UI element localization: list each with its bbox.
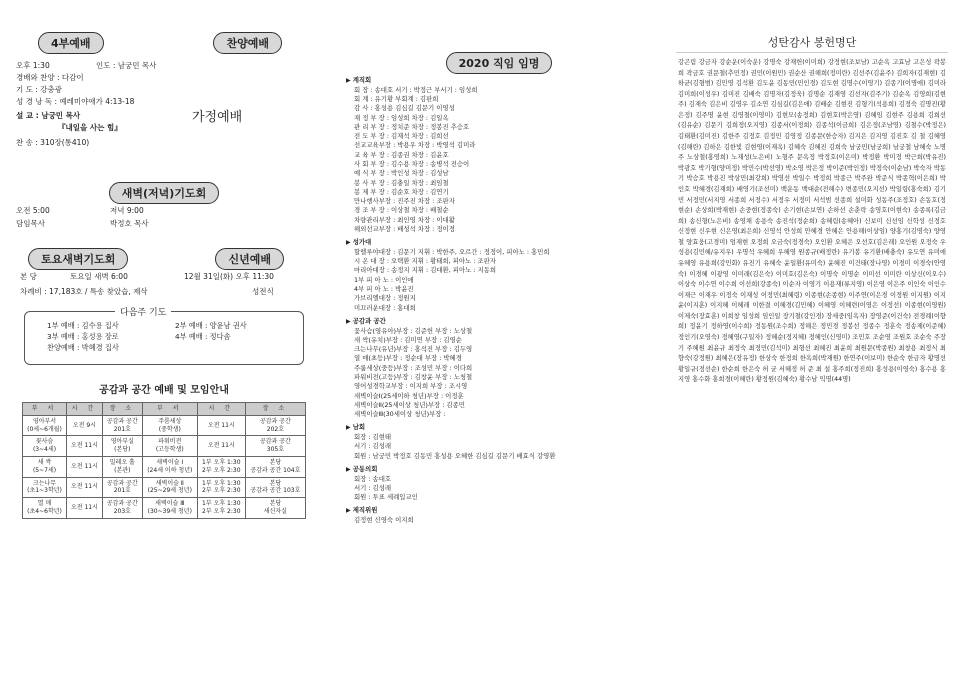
- w4-time: 오후 1:30: [16, 61, 50, 70]
- next-prayer-row: [47, 342, 297, 353]
- schedule-cell: 공감과 공간 201호: [102, 477, 142, 498]
- sat-newyear: 12월 31일(화) 오후 11:30: [184, 272, 274, 281]
- next-prayer-row: [47, 331, 297, 342]
- appoint-section-heading: ▶ 성가대: [346, 238, 646, 248]
- appoint-item: 주룸세상(중등)부장 : 조성민 부장 : 이다희: [354, 363, 473, 372]
- schedule-cell: 크는나무 (초1~3학년): [23, 477, 67, 498]
- appoint-item: 회장 : 송대호: [354, 474, 392, 483]
- schedule-cell: 열 매 (초4~6학년): [23, 498, 67, 519]
- schedule-cell: 공감과 공간 201호: [102, 415, 142, 436]
- appoint-item: 1부 피 아 노 : 이인애: [354, 275, 414, 284]
- w4-sermon: 설 교 : 남궁민 목사: [16, 111, 81, 120]
- appoint-title: 2020 직임 임명: [446, 52, 553, 74]
- offering-names: 강곤림 강금자 강순운(이숙운) 강명숙 강재헌(이미희) 강정현(조보남) 고순옥 고효남 고은성 곽봉희 곽금호 권문철(추민정) 권민(이원민) 권순산 권해희(정미란) 김선주(김윤주) 김희자(김재현) 김하균(김형범) 김민영 김석환 김도윤 김동민(민인경) 김도현 김명수(이영기) 김종기(이명애) 김미라 김미희(이성우) 김미진 김배숙 김명자(김정욱) 김명순 김재영 김선자(김주기) 김순옥 김영희(김현주) 김재숙 김은비 김영우 김소연 김심길(김은애) 김배순 김현진 김형기(석용희) 김정숙 김명진(황은정) 김주명 윤현 김영철(이영미) 김현모(송정희) 김현호(박은영) 김혜임 김현주 김용희 김희선(김유순) 김문기 김희정(오지영) 김종서(이정희) 김종석(이금희) 김은정(조남영) 김철수(박정은) 김태환(김미진) 김한주 김정호 김정민 김영정 김종문(한승자) 김지은 김지영 김진호 김 철 김혜영(김해란) 김하은 김한빛 김현영(이재옥) 김혜숙 김혜진 김희숙 남궁민(남궁희) 남궁철 남혜숙 노명주 노상철(홍영희) 노재성(노은비) 노형주 문옥정 박정호(이은미) 박정환 박미정 박근희(박유진) 박광호 박기형(양미정) 박민수(박선영) 박소영 박은정 박이준(박인정) 박정숙(이순남) 박숙자 박동기 박승호 박용진 박상민(최강희) 박영선 박일수 박정희 박종근 박주완 박준식 박종혁(이은희) 박인호 박혜경(김재희) 배영기(조선미) 백운동 백대순(전해수) 변종민(오지선) 박일령(홍숙희) 김기민 서정민(서지영 서종희 서정수) 서정우 서정미 서석범 선종희 설미화 성동주(조정호) 손동호(정현순) 손상희(박재현) 손중현(정종숙) 손기현(손보연) 손하선 손춘락 송영호(이현숙) 송종록(김금희) 송신형(노은비) 송영채 송용숙 송진석(정순희) 송혜림(송혜아) 신보미 신선임 신학성 신정호 신정현 신우현 신은영(최은희) 신영석 안성희 안혜경 안혜은 안용해(이상임) 양홍기(김명숙) 양영철 양효웅(고경미) 엄재현 오정희 오금숙(정경숙) 오인환 오혜은 오선호(김은래) 오인원 오정숙 우성용(김민혜/유지우) 우명석 우혜희 우혜영 원종규(배정란) 유기봉 유기환(배충숙) 유도연 유미애 유혜영 유용희(강민화) 유진기 유혜숙 윤일환(유미숙) 윤혜진 이건태(장나영) 이경미 이경숙(안영숙) 이경혜 이광영 이미래(김은숙) 이미호(김은숙) 이명숙 이명순 이미선 이미란 이상신(이오수) 이상숙 이수연 이수희 이선희(강종숙) 이순자 이영기 이용재(류지영) 이은영 이은주 이인숙 이인수 이재근 이재우 이정숙 이재성 이정민(최혜령) 이종현(손종현) 이주연(이은경 이정원 이지원) 이지윤(이지훈) 이지혜 이혜래 이한결 이혜경(김민혜) 이혜영 이혜련(이영은 이정선) 이종현(이영원) 이제숙(장효훈) 이희창 임성희 임인일 장기철(강인경) 장세중(임옥자) 장영준(이건숙) 전경례(이향희) 정윤기 정하영(이수희) 정동원(조수희) 정해은 정민경 정봉선 정종수 정훈숙 정송제(이준혜) 정인기(오영숙) 정혜영(구일자) 정혜순(정지혜) 정혜인(신영미) 조민호 조순영 조원호 조순숙 주장기 주혜원 최윤규 최정숙 최정민(김석미) 최형선 최혜진 최윤희 최원문(박종원) 최창용 최정식 최향숙(강정원) 최혜은(장유정) 한상숙 한정희 한옥희(박재원) 한연주(이보미) 한순숙 한금자 황명선 황일규(정선순) 한순희 한은숙 허 균 서혜정 허 준 최 설 홍주희(정진희) 홍성용(이영숙) 홍수용 홍지영 홍수화 홍희경(이혜란) 황정원(김혜숙) 황수남 익명(44명): [678, 59, 946, 384]
- schedule-cell: 오전 11시: [197, 436, 245, 457]
- appoint-item: 예 식 부 장 : 박인성 차장 : 김성남: [354, 169, 449, 178]
- appoint-item: 경 조 부 장 : 이상철 차장 : 배철순: [354, 206, 449, 215]
- schedule-header-cell: 장 소: [245, 403, 305, 416]
- w4-line-2: 성 경 낭 독 : 예레미야애가 4:13-18: [16, 97, 135, 106]
- appoint-item: 교 육 부 장 : 김종권 차장 : 김윤호: [354, 150, 449, 159]
- next-prayer-left: 1부 예배 : 김수용 집사: [47, 321, 119, 330]
- offering: 차례비 : 17,183호 / 특송 찾았습, 제삭: [20, 287, 148, 296]
- appoint-item: 파워비전(고등)부장 : 김창윤 부장 : 노청철: [354, 372, 473, 381]
- appoint-item: 시 온 대 장 : 오택환 지휘 : 황태희, 피아노 : 조판자: [354, 257, 496, 266]
- schedule-title: 공감과 공간 예배 및 모임안내: [99, 385, 229, 396]
- appoint-item: 회장 : 김현태: [354, 433, 392, 442]
- appoint-item: 열 매(초등)부장 : 정순대 부장 : 박혜경: [354, 354, 462, 363]
- schedule-cell: 공감과 공간 305호: [245, 436, 305, 457]
- appoint-item: 새벽이슬Ⅲ(30세이상 청년)부장 :: [354, 410, 446, 419]
- schedule-cell: 새 싹 (5~7세): [23, 456, 67, 477]
- next-prayer-left: 3부 예배 : 홍성용 장로: [47, 332, 119, 342]
- appoint-item: 사 회 부 장 : 김수용 차장 : 송병석 전승이: [354, 159, 470, 168]
- schedule-cell: 본당 새신자실: [245, 498, 305, 519]
- schedule-cell: 오전 11시: [67, 498, 103, 519]
- section-title-dawn: 새벽(저녁)기도회: [109, 182, 219, 204]
- schedule-cell: 공감과 공간 203호: [102, 498, 142, 519]
- schedule-cell: 1부 오후 1:30 2부 오후 2:30: [197, 498, 245, 519]
- sat-place: 성전식: [252, 287, 274, 296]
- appoint-item: 꽃사슴(영유아)부장 : 김준헌 부장 : 노상철: [354, 326, 473, 335]
- next-prayer-right: 4부 예배 : 정다솜: [175, 332, 231, 342]
- schedule-cell: 오전 11시: [67, 436, 103, 457]
- schedule-cell: 영아부실 (본당): [102, 436, 142, 457]
- appoint-item: 할렐루야대장 : 김문기 지휘 : 박한주, 오르간 : 정정이, 피아노 : 홍민희: [354, 247, 550, 256]
- dawn-am: 오전 5:00: [16, 206, 50, 215]
- schedule-cell: 주룸세상 (중학생): [142, 415, 197, 436]
- appointment-list: [346, 72, 646, 525]
- dawn-title-wrap: [14, 182, 314, 204]
- w4-sermon-title: 『내일을 사는 힘』: [58, 123, 122, 132]
- appoint-item: 크는나무(유년)부장 : 홍석진 부장 : 김두영: [354, 345, 473, 354]
- appoint-item: 회 장 : 송대호 서기 : 박정근 부서기 : 임성희: [354, 85, 478, 94]
- appoint-item: 해외선교부장 : 배성석 차장 : 정이정: [354, 224, 455, 233]
- offering-title: 성탄감사 봉헌명단: [767, 36, 857, 49]
- schedule-cell: 본당 공감과 공간 103호: [245, 477, 305, 498]
- schedule-header-cell: 시 간: [67, 403, 103, 416]
- schedule-cell: 오전 9시: [67, 415, 103, 436]
- schedule-cell: 파워비전 (고등학생): [142, 436, 197, 457]
- appoint-item: 미끄러운대장 : 홍대희: [354, 303, 416, 312]
- schedule-header-cell: 부 서: [142, 403, 197, 416]
- appoint-item: 새 싹(유치)부장 : 김미연 부장 : 김영순: [354, 335, 462, 344]
- next-prayer-list: [47, 320, 297, 353]
- praise-text: 가정예배: [192, 110, 243, 125]
- section-title-sat: 토요새벽기도회: [28, 248, 128, 270]
- appoint-section-heading: ▶ 공감과 공간: [346, 317, 646, 327]
- schedule-row: [23, 456, 306, 477]
- schedule-header-cell: 부 서: [23, 403, 67, 416]
- schedule-row: [23, 436, 306, 457]
- appoint-item: 새벽이슬Ⅱ(25세이상 청년)부장 : 김종민: [354, 400, 465, 409]
- dawn-pastor-name: 박정호 목사: [110, 219, 149, 228]
- w4-leader: 인도 : 남궁민 목사: [96, 61, 157, 70]
- schedule-cell: 본당 공감과 공간 104호: [245, 456, 305, 477]
- appoint-item: 영어성경학교부장 : 이지희 부장 : 조시영: [354, 382, 468, 391]
- next-prayer-row: [47, 320, 297, 331]
- schedule-cell: 꽃사슴 (3~4세): [23, 436, 67, 457]
- schedule-cell: 새벽이슬 Ⅱ (25~29세 청년): [142, 477, 197, 498]
- schedule-cell: 새벽이슬 Ⅰ (24세 이하 청년): [142, 456, 197, 477]
- dawn-pastor-label: 담임목사: [16, 219, 45, 228]
- schedule-cell: 1부 오후 1:30 2부 오후 2:30: [197, 456, 245, 477]
- appoint-section-heading: ▶ 제직위원: [346, 506, 646, 516]
- appoint-item: 차량관리부장 : 최인영 차장 : 이대활: [354, 215, 455, 224]
- next-prayer-box: [24, 308, 304, 365]
- appoint-item: 회 계 : 유기황 부회계 : 김판희: [354, 94, 439, 103]
- appoint-item: 봉 제 부 장 : 김순호 차장 : 김연기: [354, 187, 449, 196]
- appoint-item: 만나행사부장 : 진주진 차장 : 조판자: [354, 197, 455, 206]
- dawn-pm: 저녁 9:00: [110, 206, 144, 215]
- schedule-cell: 오전 11시: [67, 477, 103, 498]
- schedule-cell: 새벽이슬 Ⅲ (30~39세 청년): [142, 498, 197, 519]
- appoint-item: 마리아대장 : 송정지 지휘 : 김대환, 피아노 : 지동희: [354, 266, 497, 275]
- appoint-item: 가브리엘대장 : 정원지: [354, 294, 416, 303]
- appoint-section-heading: ▶ 계직회: [346, 76, 646, 86]
- next-prayer-title: 다음주 기도: [115, 305, 171, 318]
- w4-line-1: 기 도 : 강충광: [16, 85, 62, 94]
- appoint-item: 회원 : 남궁민 박정호 김동민 홍성용 오혜한 김심길 김문기 배효식 강영환: [354, 451, 556, 460]
- schedule-header-cell: 장 소: [102, 403, 142, 416]
- next-prayer-left: 찬양예배 : 박혜경 집사: [47, 343, 119, 353]
- schedule-cell: 밀레오 홀 (본관): [102, 456, 142, 477]
- section-title-newyear: 신년예배: [215, 248, 284, 270]
- schedule-row: [23, 498, 306, 519]
- section-title-praise: 찬양예배: [213, 32, 282, 54]
- appoint-item: 전 도 부 장 : 김재석 차장 : 김희선: [354, 132, 449, 141]
- appoint-item: 김정현 신영숙 이지희: [354, 516, 414, 525]
- header-row-2: [28, 248, 284, 270]
- appoint-item: 서기 : 김성래: [354, 442, 392, 451]
- appoint-item: 선교교육부장 : 박용우 차장 : 박영석 김미라: [354, 141, 476, 150]
- schedule-row: [23, 415, 306, 436]
- schedule-table: [22, 402, 306, 519]
- appoint-item: 관 리 부 장 : 정치준 차장 : 정봉진 추승호: [354, 122, 470, 131]
- schedule-cell: 공감과 공간 202호: [245, 415, 305, 436]
- appoint-section-heading: ▶ 남회: [346, 423, 646, 433]
- appoint-item: 회원 : 투표 세례입교인: [354, 493, 418, 502]
- sat-mid: 토요일 새벽 6:00: [70, 272, 128, 281]
- divider: [676, 52, 948, 53]
- next-prayer-right: 2부 예배 : 양윤남 권사: [175, 321, 247, 330]
- header-row-1: [38, 32, 282, 54]
- appoint-section-heading: ▶ 공동의회: [346, 465, 646, 475]
- schedule-cell: 1부 오후 1:30 2부 오후 2:30: [197, 477, 245, 498]
- section-title-4bu: 4부예배: [38, 32, 104, 54]
- schedule-header-cell: 시 간: [197, 403, 245, 416]
- schedule-cell: 오전 11시: [67, 456, 103, 477]
- schedule-row: [23, 477, 306, 498]
- w4-hymn: 찬 송 : 310장(통410): [16, 138, 90, 147]
- appoint-title-wrap: [338, 52, 660, 74]
- sat-left: 본 당: [20, 272, 37, 281]
- w4-line-0: 경배와 찬양 : 다감이: [16, 73, 84, 82]
- appoint-item: 재 정 부 장 : 임성희 차장 : 김일옥: [354, 113, 449, 122]
- schedule-cell: 영아부서 (0세~6개월): [23, 415, 67, 436]
- appoint-item: 감 사 : 홍성용 김심길 김문기 이영성: [354, 104, 455, 113]
- schedule-cell: 오전 11시: [197, 415, 245, 436]
- appoint-item: 서기 : 김성래: [354, 483, 392, 492]
- appoint-item: 봉 사 부 장 : 김충일 차장 : 최임철: [354, 178, 449, 187]
- appoint-item: 4부 피 아 노 : 박윤진: [354, 285, 414, 293]
- appoint-item: 새벽이슬Ⅰ(25세이하 청년)부장 : 이정훈: [354, 391, 464, 400]
